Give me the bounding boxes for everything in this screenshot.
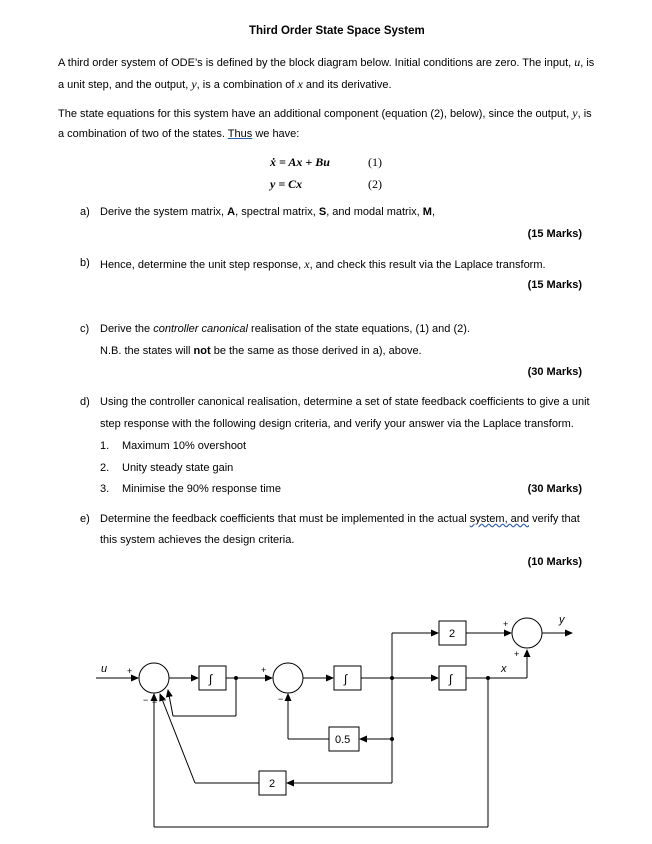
- plus-sign: +: [503, 619, 509, 629]
- note-t2: be the same as those derived in a), above.: [210, 345, 422, 357]
- matrix-a: A: [227, 206, 236, 218]
- criteria-item-num: 1.: [100, 440, 110, 452]
- part-b-label: b): [80, 257, 90, 269]
- part-d-marks: (30 Marks): [527, 483, 582, 495]
- part-d-line-2: step response with the following design criteria, and verify your answer via the Laplace transform.: [100, 418, 574, 430]
- part-c-label: c): [80, 323, 90, 335]
- part-e-marks: (10 Marks): [527, 556, 582, 568]
- intro-text: and its derivative.: [302, 79, 392, 91]
- para-text: a combination of two of the states.: [58, 128, 228, 140]
- part-a-t3: , and modal matrix,: [326, 206, 423, 218]
- thus-word: Thus: [227, 128, 253, 140]
- gain-bottom-value: 2: [269, 778, 276, 790]
- part-d-line-1: Using the controller canonical realisation, determine a set of state feedback coefficients to give a unit: [100, 396, 590, 408]
- output-symbol: y: [191, 77, 197, 91]
- note-t1: N.B. the states will: [100, 345, 194, 357]
- part-e-t1: Determine the feedback coefficients that must be implemented in the actual: [100, 513, 470, 525]
- part-a-label: a): [80, 206, 90, 218]
- equation-2-number: (2): [368, 177, 382, 191]
- part-a-t4: ,: [431, 206, 436, 218]
- summing-junction-2: [273, 663, 303, 693]
- para-text: we have:: [252, 128, 300, 140]
- equation-1: ẋ = Ax + Bu: [270, 155, 330, 169]
- integrator-block-3: [439, 666, 466, 690]
- minus-sign: −: [278, 694, 284, 704]
- intro-text: A third order system of ODE’s is defined by the block diagram below. Initial conditions are zero. The input,: [58, 57, 575, 69]
- part-a-t1: Derive the system matrix,: [100, 206, 228, 218]
- intro-text: a unit step, and the output,: [58, 79, 192, 91]
- part-b-t1: Hence, determine the unit step response,: [100, 259, 305, 271]
- branch-point: [390, 676, 394, 680]
- plus-sign: +: [261, 665, 267, 675]
- integrator-symbol-2: ∫: [344, 672, 348, 686]
- criteria-item-num: 2.: [100, 462, 110, 474]
- output-label: y: [559, 614, 565, 626]
- part-c-t2: realisation of the state equations, (1) and (2).: [247, 323, 470, 335]
- equation-1-number: (1): [368, 155, 382, 169]
- page-title: Third Order State Space System: [249, 25, 425, 37]
- signal-line: [160, 694, 195, 783]
- matrix-s: S: [318, 206, 327, 218]
- part-e-line-2: this system achieves the design criteria.: [100, 534, 295, 546]
- input-symbol: u: [574, 55, 581, 69]
- integrator-block-2: [334, 666, 361, 690]
- state-symbol: x: [304, 257, 310, 271]
- integrator-block-1: [199, 666, 226, 690]
- criteria-item: Unity steady state gain: [122, 462, 234, 474]
- criteria-item: Maximum 10% overshoot: [122, 440, 247, 452]
- integrator-symbol-3: ∫: [449, 672, 453, 686]
- integrator-symbol-1: ∫: [209, 672, 213, 686]
- grammar-flagged-text: system, and: [469, 513, 530, 525]
- matrix-m: M: [422, 206, 432, 218]
- part-b-marks: (15 Marks): [527, 279, 582, 291]
- criteria-item: Minimise the 90% response time: [122, 483, 281, 495]
- plus-sign: +: [127, 666, 133, 676]
- part-c-t1: Derive the: [100, 323, 154, 335]
- branch-point: [234, 676, 238, 680]
- part-b-t2: , and check this result via the Laplace transform.: [309, 259, 546, 271]
- branch-point: [486, 676, 490, 680]
- signal-line: [168, 690, 173, 716]
- part-a-marks: (15 Marks): [527, 228, 582, 240]
- part-e-t2: verify that: [529, 513, 580, 525]
- minus-sign: −: [143, 695, 149, 705]
- para-text: , is: [577, 108, 592, 120]
- output-symbol: y: [572, 106, 578, 120]
- summing-junction-1: [139, 663, 169, 693]
- controller-canonical-term: controller canonical: [153, 323, 248, 335]
- summing-junction-3: [512, 618, 542, 648]
- gain-top-value: 2: [449, 628, 456, 640]
- part-c-marks: (30 Marks): [527, 366, 582, 378]
- part-d-label: d): [80, 396, 90, 408]
- criteria-item-num: 3.: [100, 483, 110, 495]
- part-a-t2: , spectral matrix,: [235, 206, 319, 218]
- intro-text: , is: [580, 57, 595, 69]
- state-symbol: x: [297, 77, 303, 91]
- gain-mid-value: 0.5: [335, 734, 351, 746]
- intro-text: , is a combination of: [196, 79, 298, 91]
- plus-sign: +: [514, 649, 520, 659]
- input-label: u: [101, 663, 108, 675]
- minus-sign: −: [161, 695, 167, 705]
- part-e-label: e): [80, 513, 90, 525]
- equation-2: y = Cx: [270, 177, 303, 191]
- note-not: not: [193, 345, 211, 357]
- minus-sign: −: [152, 697, 158, 707]
- state-label: x: [501, 663, 507, 675]
- branch-point: [390, 737, 394, 741]
- para-text: The state equations for this system have an additional component (equation (2), below), since the output,: [58, 108, 573, 120]
